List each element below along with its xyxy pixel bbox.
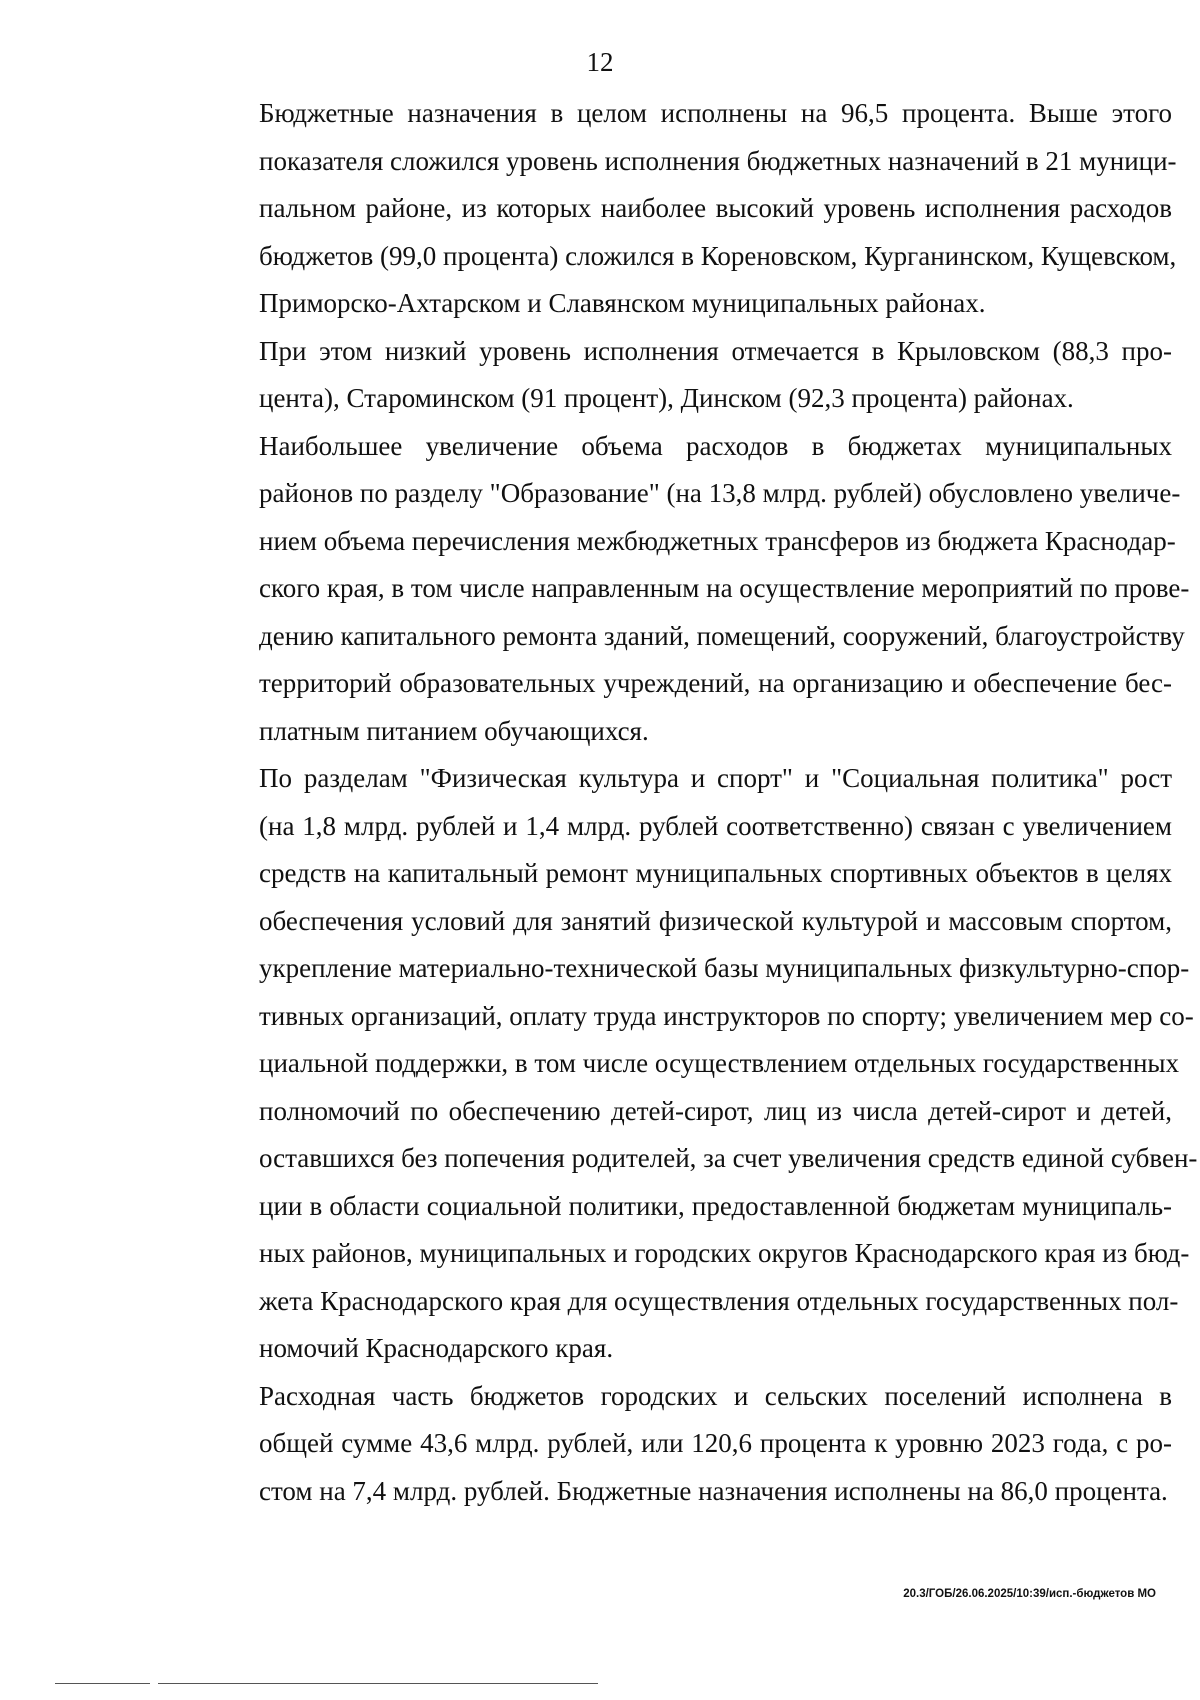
text-line: ции в области социальной политики, предоставленной бюджетам муниципаль-	[259, 1190, 1172, 1221]
text-line: оставшихся без попечения родителей, за счет увеличения средств единой субвен-	[259, 1143, 1198, 1173]
text-line: Бюджетные назначения в целом исполнены на 96,5 процента. Выше этого	[259, 98, 1172, 128]
text-line: дению капитального ремонта зданий, помещений, сооружений, благоустройству	[259, 620, 1185, 651]
text-line: бюджетов (99,0 процента) сложился в Кореновском, Курганинском, Кущевском,	[259, 240, 1177, 271]
text-line: полномочий по обеспечению детей-сирот, лиц из числа детей-сирот и детей,	[259, 1095, 1172, 1126]
document-body	[190, 90, 1198, 1515]
text-line: территорий образовательных учреждений, на организацию и обеспечение бес-	[259, 668, 1172, 698]
text-line: ных районов, муниципальных и городских округов Краснодарского края из бюд-	[259, 1238, 1190, 1268]
page-number: 12	[586, 47, 614, 77]
bottom-scan-line	[55, 1683, 150, 1684]
paragraph-education-expenses	[190, 423, 1190, 756]
paragraph-settlements-expenses	[190, 1373, 1172, 1516]
text-line: жета Краснодарского края для осуществления отдельных государственных пол-	[259, 1285, 1179, 1316]
text-line: При этом низкий уровень исполнения отмечается в Крыловском (88,3 про-	[259, 335, 1172, 366]
text-line: Наибольшее увеличение объема расходов в бюджетах муниципальных	[259, 430, 1172, 461]
text-line: Приморско-Ахтарском и Славянском муниципальных районах.	[259, 288, 986, 318]
text-line: циальной поддержки, в том числе осуществлением отдельных государственных	[259, 1048, 1180, 1078]
bottom-scan-line	[158, 1683, 598, 1684]
paragraph-budget-execution	[190, 90, 1177, 328]
text-line: цента), Староминском (91 процент), Динском (92,3 процента) районах.	[259, 383, 1074, 413]
text-line: платным питанием обучающихся.	[259, 715, 649, 746]
text-line: Расходная часть бюджетов городских и сельских поселений исполнена в	[259, 1380, 1172, 1411]
text-line: ского края, в том числе направленным на осуществление мероприятий по прове-	[259, 573, 1190, 603]
text-line: обеспечения условий для занятий физической культурой и массовым спортом,	[259, 905, 1172, 936]
text-line: общей сумме 43,6 млрд. рублей, или 120,6 процента к уровню 2023 года, с ро-	[259, 1428, 1172, 1458]
text-line: средств на капитальный ремонт муниципальных спортивных объектов в целях	[259, 858, 1172, 888]
text-line: тивных организаций, оплату труда инструкторов по спорту; увеличением мер со-	[259, 1000, 1194, 1031]
text-line: районов по разделу "Образование" (на 13,8 млрд. рублей) обусловлено увеличе-	[259, 478, 1181, 508]
text-line: стом на 7,4 млрд. рублей. Бюджетные назначения исполнены на 86,0 процента.	[259, 1475, 1168, 1506]
text-line: укрепление материально-технической базы муниципальных физкультурно-спор-	[259, 953, 1190, 983]
paragraph-sport-social-policy	[190, 755, 1198, 1373]
text-line: показателя сложился уровень исполнения бюджетных назначений в 21 муници-	[259, 145, 1177, 176]
text-line: По разделам "Физическая культура и спорт" и "Социальная политика" рост	[259, 763, 1172, 793]
text-line: (на 1,8 млрд. рублей и 1,4 млрд. рублей соответственно) связан с увеличением	[259, 810, 1172, 841]
text-line: номочий Краснодарского края.	[259, 1333, 614, 1363]
text-line: пальном районе, из которых наиболее высокий уровень исполнения расходов	[259, 193, 1172, 223]
text-line: нием объема перечисления межбюджетных трансферов из бюджета Краснодар-	[259, 525, 1176, 556]
document-reference-code: 20.3/ГОБ/26.06.2025/10:39/исп.-бюджетов МО	[903, 1588, 1156, 1600]
paragraph-low-execution	[190, 328, 1172, 423]
